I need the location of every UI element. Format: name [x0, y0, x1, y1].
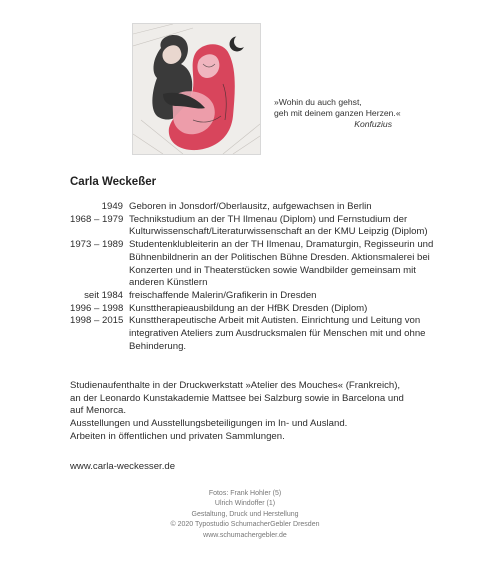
quote: [274, 97, 424, 130]
paragraph-line: Studienaufenthalte in der Druckwerkstatt »Atelier des Mouches« (Frankreich),: [70, 380, 401, 391]
paragraph-line: Arbeiten in öffentlichen und privaten Sammlungen.: [70, 430, 285, 442]
quote-author: Konfuzius: [354, 119, 392, 129]
bio-year: 1949: [101, 201, 123, 212]
quote-line: »Wohin du auch gehst,: [274, 97, 362, 107]
bio-entry: [70, 303, 450, 316]
bio-text: freischaffende Malerin/Grafikerin in Dresden: [129, 289, 317, 301]
bio-text: Kunsttherapieausbildung an der HfBK Dresden (Diplom): [129, 302, 368, 314]
bio-entry: [70, 214, 450, 239]
paragraph-line: an der Leonardo Kunstakademie Mattsee bei Salzburg sowie in Barcelona und: [70, 392, 404, 404]
website-link[interactable]: www.carla-weckesser.de: [70, 461, 176, 472]
bio-text: Studentenklubleiterin an der TH Ilmenau, Dramaturgin, Regisseurin und Bühnenbildnerin an der Politischen Bühne Dresden. Aktionsmalerei bei Konzerten und in Theaterstücken sowie Wandbilder gemeinsam mit anderen Künstlern: [129, 239, 434, 289]
paragraph-line: auf Menorca.: [70, 405, 126, 417]
credits: [0, 489, 490, 541]
biography: [70, 201, 450, 353]
bio-entry: [70, 201, 450, 214]
paragraph-line: Ausstellungen und Ausstellungsbeteiligungen im In- und Ausland.: [70, 418, 348, 430]
credit-line[interactable]: www.schumachergebler.de: [203, 531, 287, 539]
bio-entry: [70, 239, 450, 290]
activities-paragraph: [70, 380, 440, 444]
quote-line: geh mit deinem ganzen Herzen.«: [274, 108, 401, 118]
bio-text: Kunsttherapeutische Arbeit mit Autisten. Einrichtung und Leitung von integrativen Ateliers zum Ausdrucksmalen für Menschen mit und ohne Behinderung.: [129, 315, 426, 352]
credit-line: Gestaltung, Druck und Herstellung: [191, 510, 299, 518]
bio-year: 1998 – 2015: [70, 315, 124, 327]
bio-entry: [70, 315, 450, 353]
bio-year: 1996 – 1998: [70, 302, 124, 314]
credit-line: © 2020 Typostudio SchumacherGebler Dresden: [170, 521, 320, 529]
bio-year: seit 1984: [84, 289, 123, 301]
bio-year: 1968 – 1979: [70, 213, 124, 225]
bio-text: Technikstudium an der TH Ilmenau (Diplom) und Fernstudium der Kulturwissenschaft/Literaturwissenschaft an der KMU Leipzig (Diplom): [129, 213, 428, 238]
bio-entry: [70, 290, 450, 303]
bio-text: Geboren in Jonsdorf/Oberlausitz, aufgewachsen in Berlin: [129, 201, 372, 212]
credit-line: Fotos: Frank Hohler (5): [208, 490, 282, 497]
artwork-image: [133, 24, 260, 154]
credit-line: Ulrich Windoffer (1): [214, 500, 276, 508]
bio-year: 1973 – 1989: [70, 239, 124, 251]
artist-name: Carla Weckeßer: [70, 176, 157, 188]
